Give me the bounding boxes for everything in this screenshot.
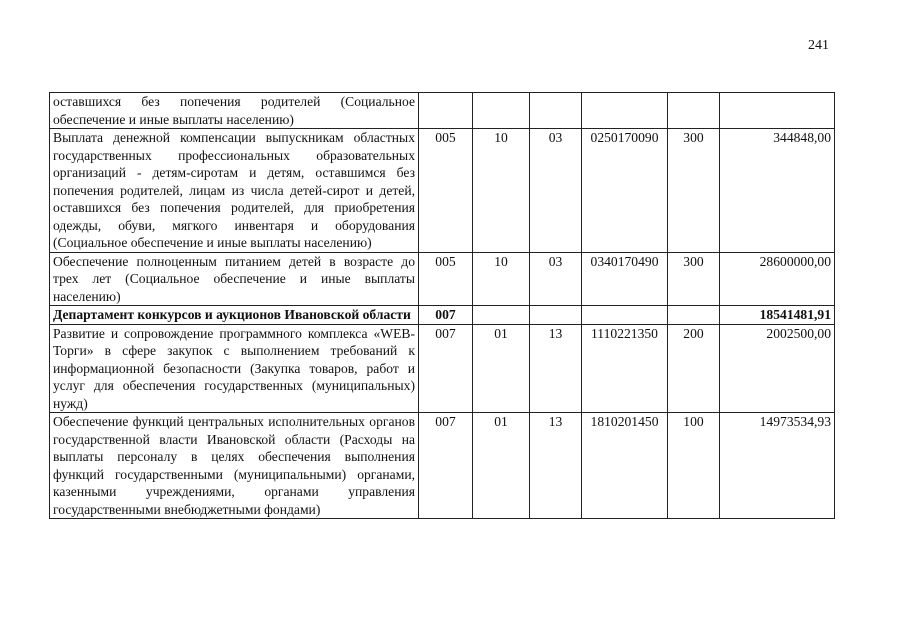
ministry-code-cell — [419, 93, 473, 129]
table-row — [50, 324, 835, 413]
ministry-code-cell: 005 — [419, 252, 473, 306]
target-code-cell: 1810201450 — [582, 413, 668, 519]
expense-name-cell: Выплата денежной компенсации выпускникам областных государственных профессиональных образовательных организаций - детям-сиротам и детям, оставшимся без попечения родителей, лицам из числа детей-сирот и детей, оставшихся без попечения родителей, для приобретения одежды, обуви, мягкого инвентаря и оборудования (Социальное обеспечение и иные выплаты населению) — [50, 129, 419, 253]
section-code-cell — [473, 93, 530, 129]
target-code-cell — [582, 306, 668, 325]
section-code-cell: 10 — [473, 129, 530, 253]
expense-type-cell: 100 — [668, 413, 720, 519]
table-row — [50, 252, 835, 306]
table-row — [50, 413, 835, 519]
expense-name-cell: Развитие и сопровождение программного комплекса «WEB-Торги» в сфере закупок с выполнением требований к информационной безопасности (Закупка товаров, работ и услуг для обеспечения государственных (муниципальных) нужд) — [50, 324, 419, 413]
expense-type-cell: 300 — [668, 129, 720, 253]
subsection-code-cell: 03 — [530, 252, 582, 306]
table-row — [50, 129, 835, 253]
subsection-code-cell: 13 — [530, 413, 582, 519]
target-code-cell — [582, 93, 668, 129]
subsection-code-cell — [530, 93, 582, 129]
expense-name-cell: Обеспечение функций центральных исполнительных органов государственной власти Ивановской области (Расходы на выплаты персоналу в целях обеспечения выполнения функций государственными (муниципальными) органами, казенными учреждениями, органами управления государственными внебюджетными фондами) — [50, 413, 419, 519]
subsection-code-cell — [530, 306, 582, 325]
subsection-code-cell: 03 — [530, 129, 582, 253]
department-total-cell: 18541481,91 — [720, 306, 835, 325]
ministry-code-cell: 005 — [419, 129, 473, 253]
ministry-code-cell: 007 — [419, 413, 473, 519]
section-code-cell: 10 — [473, 252, 530, 306]
target-code-cell: 0250170090 — [582, 129, 668, 253]
ministry-code-cell: 007 — [419, 306, 473, 325]
budget-table-body — [50, 93, 835, 519]
ministry-code-cell: 007 — [419, 324, 473, 413]
department-row — [50, 306, 835, 325]
amount-cell: 2002500,00 — [720, 324, 835, 413]
expense-type-cell: 200 — [668, 324, 720, 413]
expense-name-cell: оставшихся без попечения родителей (Социальное обеспечение и иные выплаты населению) — [50, 93, 419, 129]
amount-cell: 28600000,00 — [720, 252, 835, 306]
target-code-cell: 0340170490 — [582, 252, 668, 306]
section-code-cell: 01 — [473, 413, 530, 519]
amount-cell: 14973534,93 — [720, 413, 835, 519]
section-code-cell: 01 — [473, 324, 530, 413]
section-code-cell — [473, 306, 530, 325]
expense-type-cell — [668, 93, 720, 129]
department-name-cell: Департамент конкурсов и аукционов Ивановской области — [50, 306, 419, 325]
target-code-cell: 1110221350 — [582, 324, 668, 413]
table-row — [50, 93, 835, 129]
expense-type-cell: 300 — [668, 252, 720, 306]
page-number: 241 — [808, 38, 829, 53]
amount-cell: 344848,00 — [720, 129, 835, 253]
amount-cell — [720, 93, 835, 129]
subsection-code-cell: 13 — [530, 324, 582, 413]
expense-name-cell: Обеспечение полноценным питанием детей в возрасте до трех лет (Социальное обеспечение и иные выплаты населению) — [50, 252, 419, 306]
budget-table — [49, 92, 835, 519]
expense-type-cell — [668, 306, 720, 325]
